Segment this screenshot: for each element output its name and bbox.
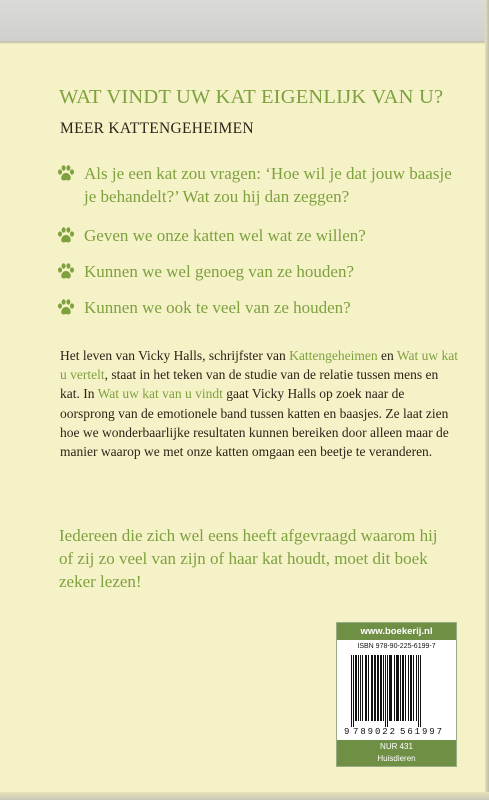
cover-heading: WAT VINDT UW KAT EIGENLIJK VAN U? bbox=[59, 86, 444, 108]
barcode-bar bbox=[374, 655, 376, 721]
question-text: Als je een kat zou vragen: ‘Hoe wil je dat jouw baasje je behandelt?’ Wat zou hij dan zeggen? bbox=[84, 164, 452, 206]
question-text: Kunnen we ook te veel van ze houden? bbox=[84, 298, 351, 317]
question-item bbox=[56, 224, 456, 260]
nur-category-band bbox=[337, 740, 456, 766]
genre-label: Huisdieren bbox=[377, 754, 416, 763]
blurb-text: Het leven van Vicky Halls, schrijfster van bbox=[60, 348, 290, 363]
ean-barcode bbox=[341, 653, 452, 737]
question-item bbox=[56, 260, 456, 296]
barcode-panel bbox=[336, 622, 457, 767]
page-bottom-edge bbox=[0, 792, 489, 800]
publisher-website: www.boekerij.nl bbox=[337, 623, 456, 640]
cover-subheading: MEER KATTENGEHEIMEN bbox=[60, 120, 254, 137]
barcode-bar bbox=[416, 655, 417, 721]
book-title-wat-uw-kat-u-vertelt: Wat uw kat u vertelt bbox=[60, 348, 458, 383]
barcode-digits-right: 561997 bbox=[400, 727, 442, 737]
barcode-bar bbox=[385, 655, 386, 727]
barcode-bar bbox=[360, 655, 361, 721]
barcode-bar bbox=[358, 655, 359, 721]
question-item bbox=[56, 296, 456, 319]
barcode-bar bbox=[410, 655, 412, 721]
barcode-bar bbox=[402, 655, 404, 721]
blurb-text: en bbox=[377, 348, 397, 363]
barcode-bar bbox=[351, 655, 352, 727]
barcode-bar bbox=[387, 655, 388, 727]
isbn-label: ISBN 978-90-225-6199-7 bbox=[357, 643, 436, 650]
barcode-bar bbox=[396, 655, 399, 721]
nur-code: NUR 431 bbox=[380, 742, 413, 751]
barcode-bar bbox=[389, 655, 392, 721]
barcode-bar bbox=[377, 655, 379, 721]
question-item bbox=[56, 162, 456, 224]
question-text: Geven we onze katten wel wat ze willen? bbox=[84, 226, 366, 245]
barcode-bar bbox=[380, 655, 382, 721]
question-text: Kunnen we wel genoeg van ze houden? bbox=[84, 262, 355, 281]
barcode-bar bbox=[405, 655, 406, 721]
barcode-bar bbox=[362, 655, 363, 721]
barcode-bar bbox=[371, 655, 373, 721]
barcode-bar bbox=[353, 655, 354, 727]
book-title-wat-uw-kat-van-u-vindt: Wat uw kat van u vindt bbox=[97, 386, 223, 402]
paw-print-icon bbox=[57, 165, 75, 182]
paw-print-icon bbox=[57, 227, 75, 244]
book-title-kattengeheimen: Kattengeheimen bbox=[289, 348, 378, 363]
barcode-bar bbox=[418, 655, 419, 727]
blurb-text: , staat in het teken van de studie van de relatie tussen mens en kat. In bbox=[60, 367, 439, 402]
barcode-bar bbox=[408, 655, 409, 721]
question-list bbox=[56, 162, 456, 319]
paw-print-icon bbox=[57, 263, 75, 280]
blurb-paragraph bbox=[60, 346, 460, 461]
barcode-bar bbox=[383, 655, 384, 721]
barcode-digit-first: 9 bbox=[344, 727, 350, 737]
blurb-text: gaat Vicky Halls op zoek naar de oorsprong van de emotionele band tussen katten en baasjes. Ze laat zien hoe we wonderbaarlijke resultaten kunnen bereiken door alleen maar de manier waarop we met onze katten omgaan een beetje te veranderen. bbox=[60, 386, 449, 460]
barcode-digits-left: 789022 bbox=[353, 727, 395, 737]
barcode-bar bbox=[420, 655, 421, 727]
page-right-edge bbox=[485, 0, 489, 800]
barcode-bar bbox=[400, 655, 401, 721]
paw-print-icon bbox=[57, 299, 75, 316]
barcode-bar bbox=[368, 655, 369, 721]
barcode-bar bbox=[413, 655, 414, 721]
barcode-bar bbox=[365, 655, 367, 721]
closing-statement: Iedereen die zich wel eens heeft afgevraagd waarom hij of zij zo veel van zijn of haar kat houdt, moet dit boek zeker lezen! bbox=[59, 526, 438, 591]
page-top-edge bbox=[0, 0, 489, 44]
barcode-bar bbox=[394, 655, 395, 721]
barcode-bar bbox=[355, 655, 357, 721]
